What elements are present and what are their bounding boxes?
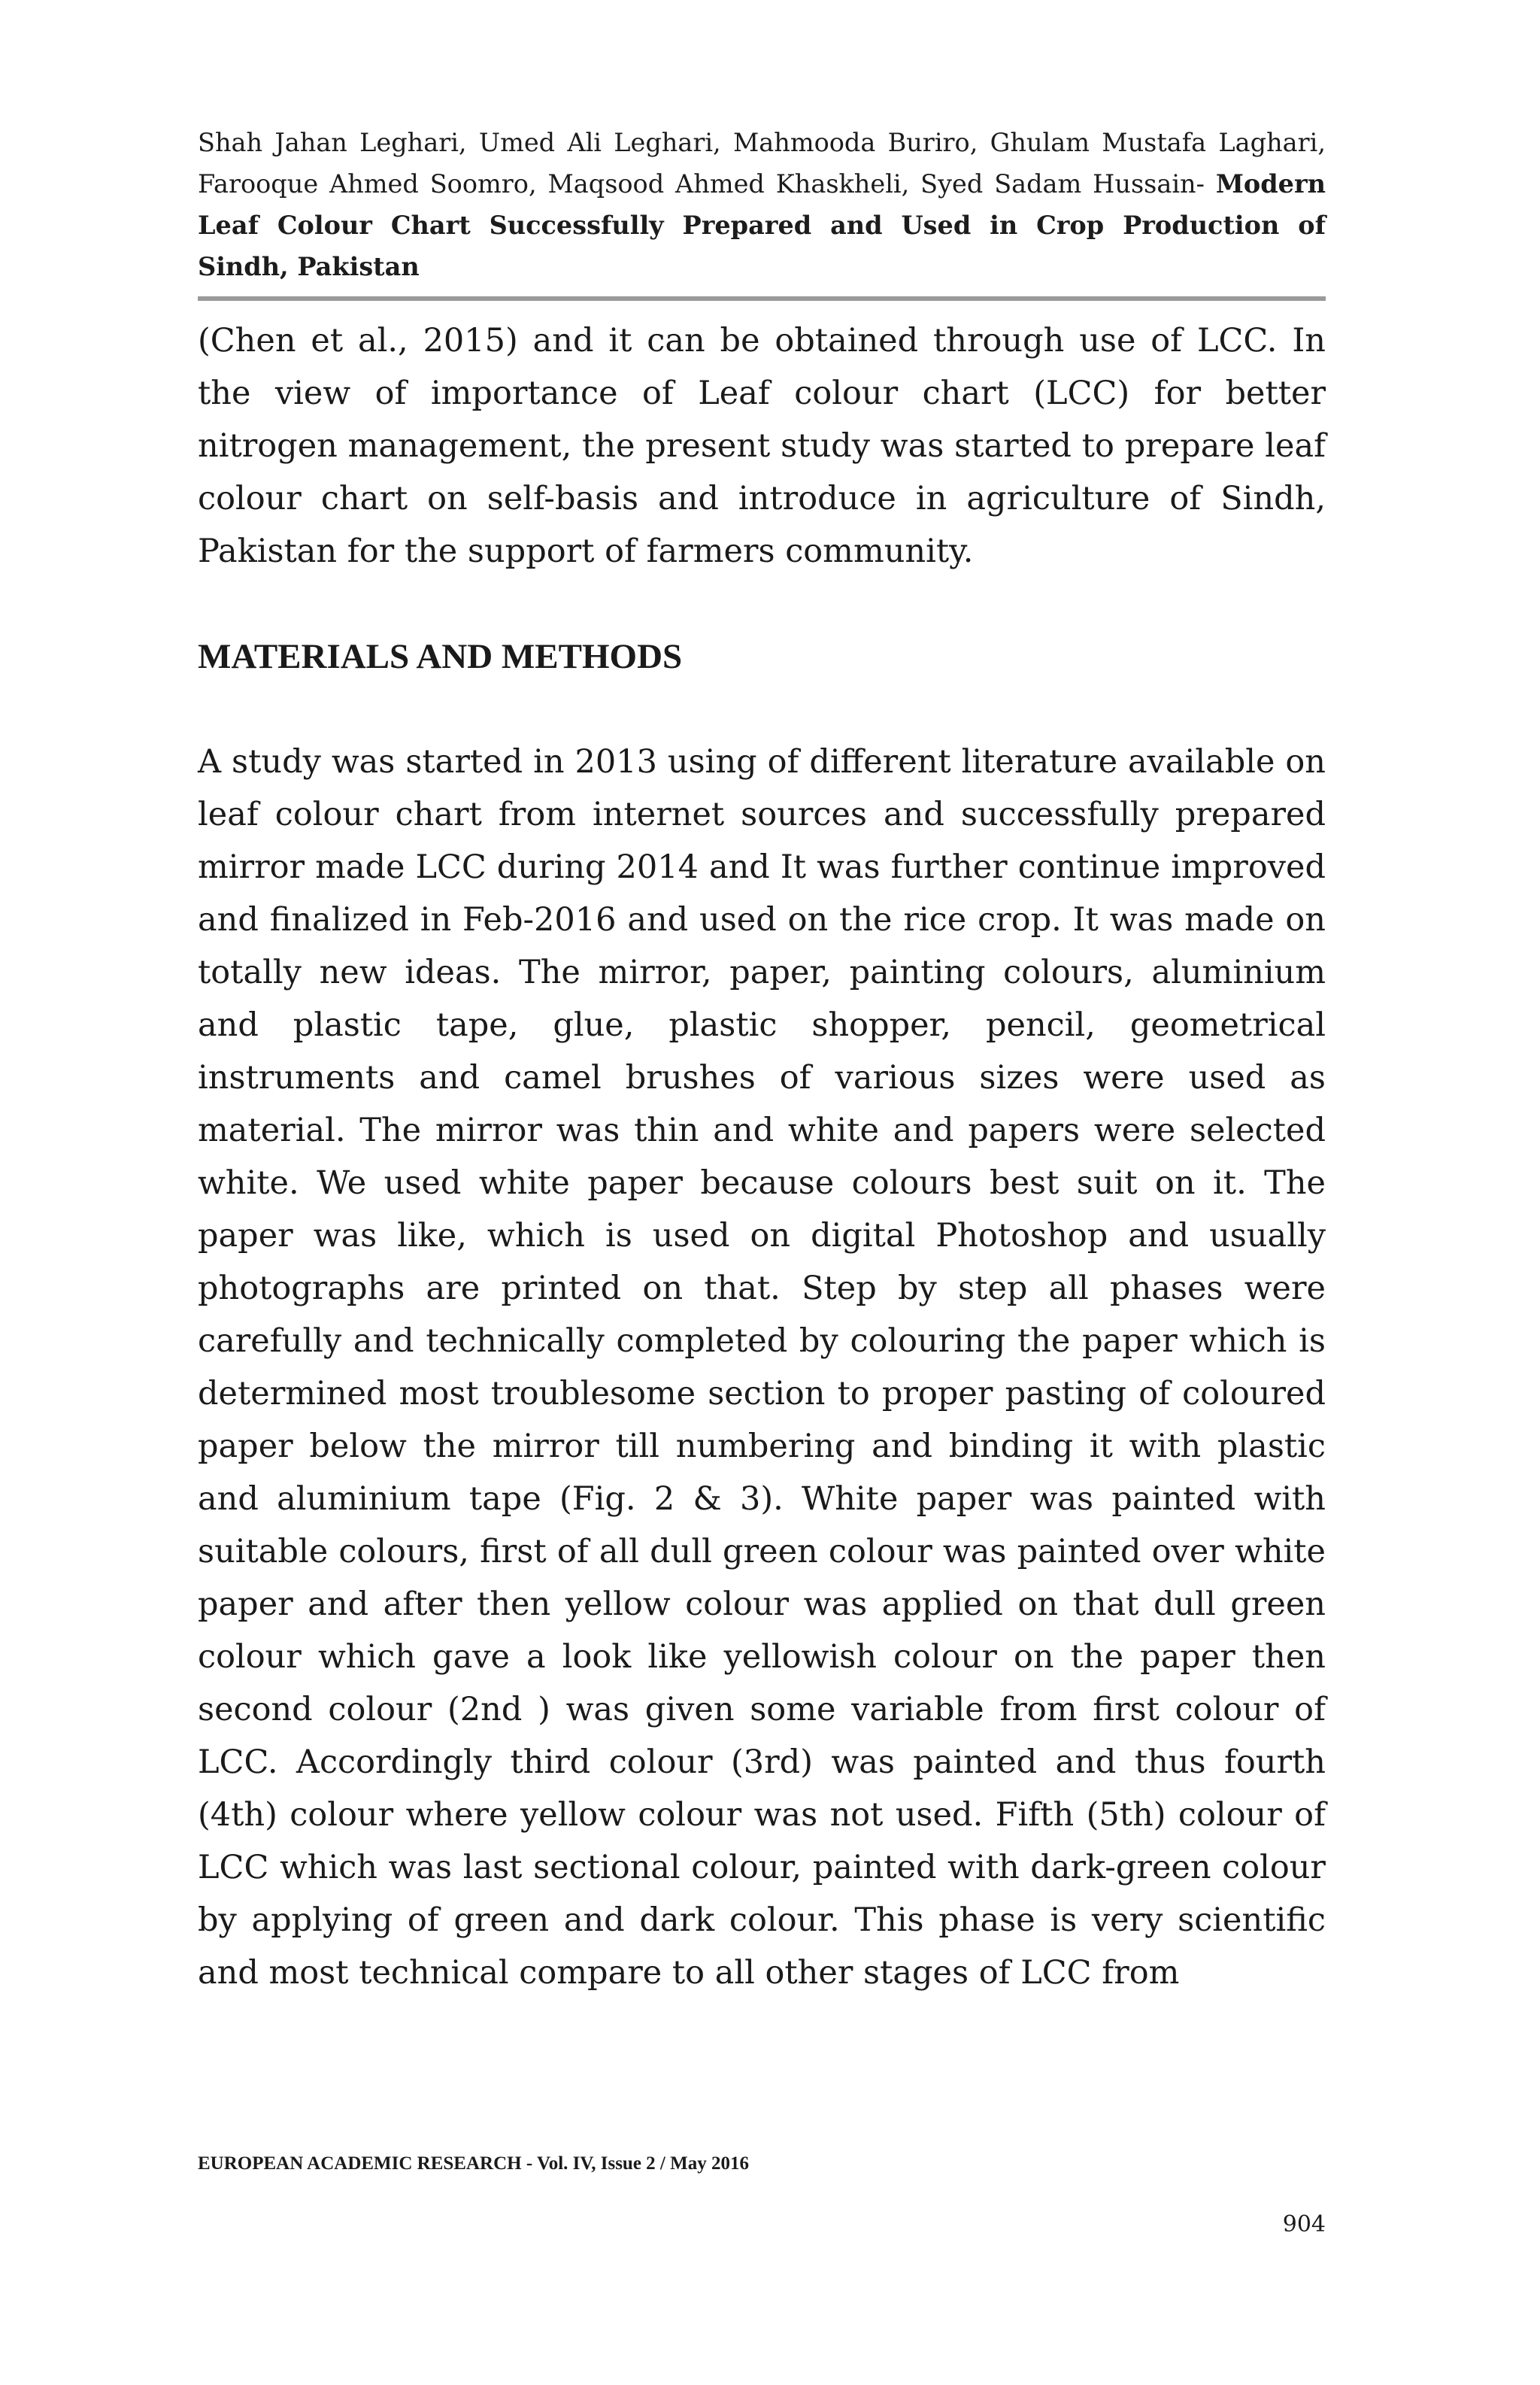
- section-heading: MATERIALS AND METHODS: [198, 637, 683, 676]
- running-header: [198, 122, 1326, 287]
- footer-journal-citation: EUROPEAN ACADEMIC RESEARCH - Vol. IV, Issue 2 / May 2016: [198, 2153, 749, 2174]
- header-title: Modern Leaf Colour Chart Successfully Prepared and Used in Crop Production of Sindh, Pakistan: [198, 169, 1326, 281]
- header-divider: [198, 296, 1326, 301]
- header-authors: Shah Jahan Leghari, Umed Ali Leghari, Mahmooda Buriro, Ghulam Mustafa Laghari, Farooque Ahmed Soomro, Maqsood Ahmed Khaskheli, Syed Sadam Hussain-: [198, 128, 1326, 199]
- page-number: 904: [1282, 2211, 1326, 2238]
- intro-paragraph: (Chen et al., 2015) and it can be obtained through use of LCC. In the view of importance of Leaf colour chart (LCC) for better nitrogen management, the present study was started to prepare leaf colour chart on self-basis and introduce in agriculture of Sindh, Pakistan for the support of farmers community.: [198, 322, 1326, 570]
- methods-paragraph: A study was started in 2013 using of different literature available on leaf colour chart from internet sources and successfully prepared mirror made LCC during 2014 and It was further continue improved and finalized in Feb-2016 and used on the rice crop. It was made on totally new ideas. The mirror, paper, painting colours, aluminium and plastic tape, glue, plastic shopper, pencil, geometrical instruments and camel brushes of various sizes were used as material. The mirror was thin and white and papers were selected white. We used white paper because colours best suit on it. The paper was like, which is used on digital Photoshop and usually photographs are printed on that. Step by step all phases were carefully and technically completed by colouring the paper which is determined most troublesome section to proper pasting of coloured paper below the mirror till numbering and binding it with plastic and aluminium tape (Fig. 2 & 3). White paper was painted with suitable colours, first of all dull green colour was painted over white paper and after then yellow colour was applied on that dull green colour which gave a look like yellowish colour on the paper then second colour (2nd ) was given some variable from first colour of LCC. Accordingly third colour (3rd) was painted and thus fourth (4th) colour where yellow colour was not used. Fifth (5th) colour of LCC which was last sectional colour, painted with dark-green colour by applying of green and dark colour. This phase is very scientific and most technical compare to all other stages of LCC from: [198, 743, 1326, 1992]
